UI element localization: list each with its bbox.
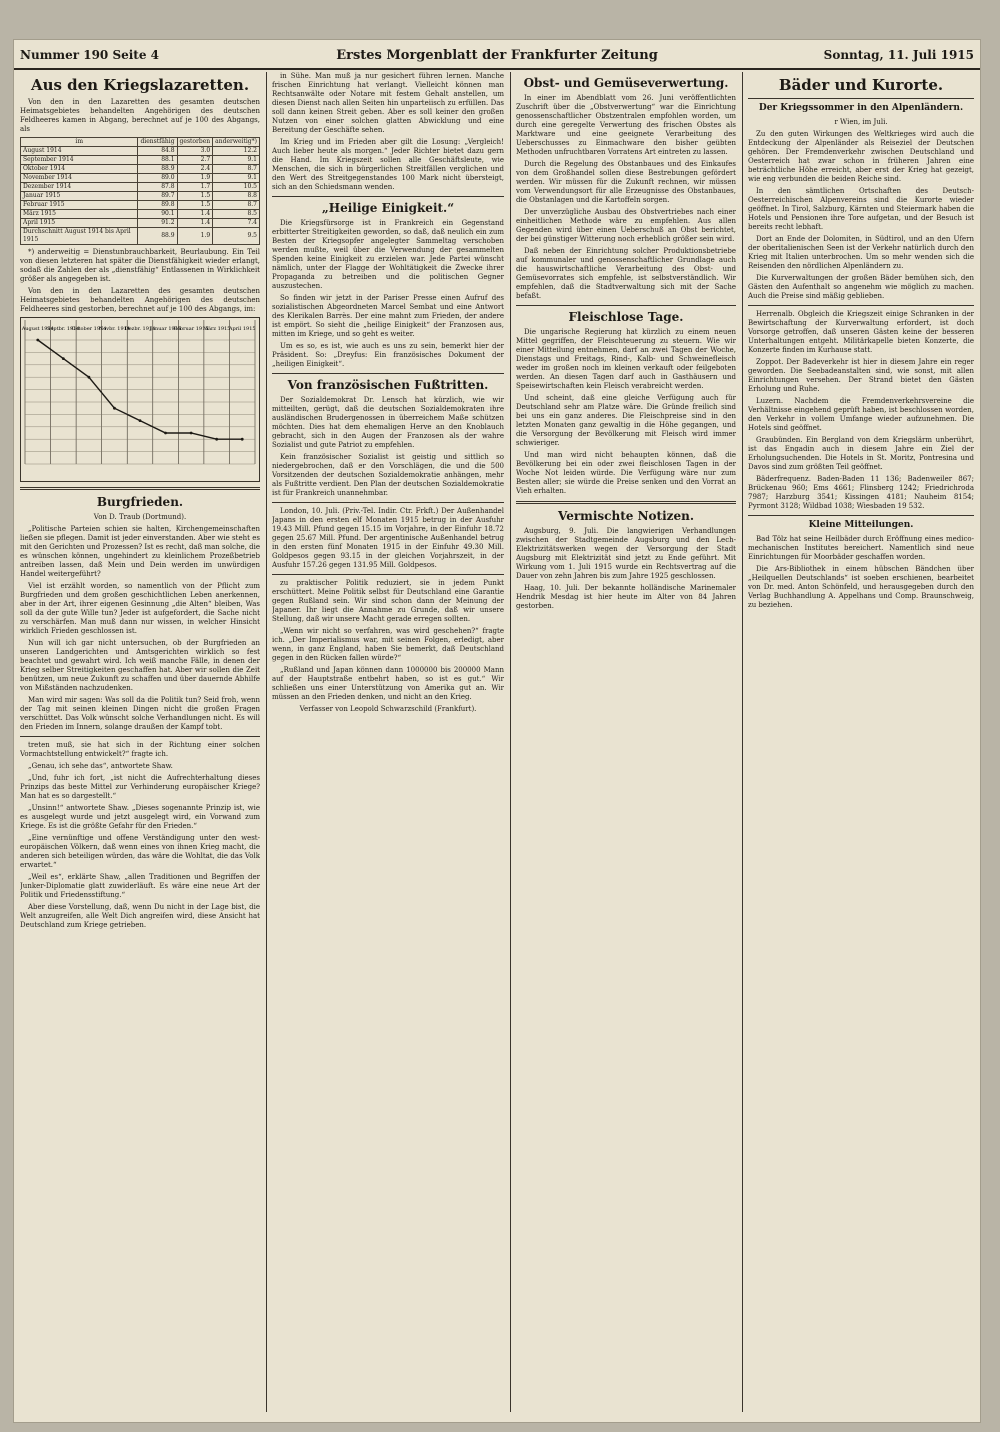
- paragraph: „Unsinn!“ antwortete Shaw. „Dieses sogenannte Prinzip ist, wie es ausgelegt wurde und jetzt ausgelegt wird, ein Vorwand zum Kriege. Es ist die größte Gefahr für den Frieden.“: [20, 804, 260, 830]
- table-cell: 89.7: [138, 192, 177, 201]
- table-cell: März 1915: [21, 210, 138, 219]
- table-cell: 8.7: [213, 201, 260, 210]
- alpen-heading: Der Kriegssommer in den Alpenländern.: [758, 103, 964, 113]
- chart-svg: [21, 318, 259, 478]
- paragraph: Zoppot. Der Badeverkehr ist hier in diesem Jahre ein reger geworden. Die Seebadeanstalten sind, wie sonst, mit allen Einrichtungen versehen. Der Strand bietet den Gästen Erholung und Ruhe.: [748, 358, 974, 393]
- table-row: [21, 165, 260, 174]
- table-cell: 89.8: [138, 201, 177, 210]
- london-report: London, 10. Juli. (Priv.-Tel. Indir. Ctr. Frkft.) Der Außenhandel Japans in den ersten elf Monaten 1915 betrug in der Ausfuhr 19.43 Mill. Pfund gegen 15.15 im Vorjahre, in der Einfuhr 18.72 gegen 25.67 Mill. Pfund. Der argentinische Außenhandel betrug in den ersten fünf Monaten 1915 in der Einfuhr 49.30 Mill. Goldpesos gegen 93.15 in der gleichen Vorjahrszeit, in der Ausfuhr 157.26 gegen 131.95 Mill. Goldpesos.: [272, 507, 504, 569]
- table-row: [21, 219, 260, 228]
- table-cell: 12.2: [213, 147, 260, 156]
- paragraph: Luzern. Nachdem die Fremdenverkehrsvereine die Verhältnisse eingehend geprüft haben, ist beschlossen worden, den Verkehr in vollem Umfange wieder aufzunehmen. Die Hotels sind geöffnet.: [748, 397, 974, 432]
- paragraph: Augsburg, 9. Juli. Die langwierigen Verhandlungen zwischen der Stadtgemeinde Augsburg und den Lech-Elektrizitätswerken wegen der Versorgung der Stadt Augsburg mit Elektrizität sind jetzt zu Ende geführt. Mit Wirkung vom 1. Juli 1915 wurde ein Rechtsvertrag auf die Dauer von zehn Jahren bis zum Jahre 1925 geschlossen.: [516, 527, 736, 580]
- paragraph: Zu den guten Wirkungen des Weltkrieges wird auch die Entdeckung der Alpenländer als Reiseziel der Deutschen gehören. Der Fremdenverkehr zwischen Deutschland und Oesterreich hat zwar schon in früheren Jahren eine beträchtliche Höhe erreicht, aber erst der Krieg hat gezeigt, wie eng verbunden die beiden Reiche sind.: [748, 130, 974, 183]
- table-cell: 88.1: [138, 156, 177, 165]
- paragraph: Der unverzügliche Ausbau des Obstvertriebes nach einer einheitlichen Methode wäre zu empfehlen. Aus allen Gegenden wird über einen Ueberschuß an Obst berichtet, der bei günstiger Witterung noch erheblich größer sein wird.: [516, 208, 736, 243]
- table-cell: 87.8: [138, 183, 177, 192]
- table-cell: 1.7: [177, 183, 213, 192]
- kleine-heading: Kleine Mitteilungen.: [808, 520, 914, 530]
- paragraph: In einer im Abendblatt vom 26. Juni veröffentlichten Zuschrift über die „Obstverwertung“ war die Einrichtung genossenschaftlicher Obstzentralen empfohlen worden, um durch eine geregelte Verwertung des frischen Obstes als Marktware und eine geeignete Verarbeitung des Ueberschusses zu Einmachware den bisher geübten Methoden unfruchtbaren Vorratens Art eintreten zu lassen.: [516, 94, 736, 156]
- paragraph: Kein französischer Sozialist ist geistig und sittlich so niedergebrochen, daß er den Vorschlägen, die und die 500 Vorsitzenden der deutschen Sozialdemokratie anhängen, mehr als Fußtritte verdient. Den Plan der deutschen Sozialdemokratie ist für Frankreich unannehmbar.: [272, 453, 504, 497]
- table-cell: 88.9: [138, 228, 177, 245]
- table-cell: 84.8: [138, 147, 177, 156]
- chart-category-label: Septbr. 1914: [47, 326, 80, 332]
- column-1: [20, 72, 260, 1412]
- paragraph: Durch die Regelung des Obstanbaues und des Einkaufes von dem Großhandel sollen diese Bestrebungen gefördert werden. Wir müssen für die Zukunft rechnen, wir müssen vom Verwendungsort für alle Erzeugnisse des Obstanbaues, die Obstanlagen und die Kartoffeln sorgen.: [516, 160, 736, 204]
- paragraph: „Und, fuhr ich fort, „ist nicht die Aufrechterhaltung dieses Prinzips das beste Mittel zur Verhinderung europäischer Kriege? Man hat es so dargestellt.“: [20, 774, 260, 800]
- table-cell: Februar 1915: [21, 201, 138, 210]
- chart-point: [87, 376, 90, 379]
- table-row: [21, 210, 260, 219]
- table-header: im: [21, 138, 138, 147]
- paragraph: Haag, 10. Juli. Der bekannte holländische Marinemaler Hendrik Mesdag ist hier heute im Alter von 84 Jahren gestorben.: [516, 584, 736, 610]
- table-cell: 1.5: [177, 201, 213, 210]
- table-cell: 2.4: [177, 165, 213, 174]
- newspaper-title: Erstes Morgenblatt der Frankfurter Zeitung: [336, 48, 658, 63]
- chart-category-label: August 1914: [21, 326, 54, 332]
- table-cell: 10.5: [213, 183, 260, 192]
- paragraph: Und man wird nicht behaupten können, daß die Bevölkerung bei ein oder zwei fleischlosen Tagen in der Woche Not leiden würde. Die Verfügung wäre nur zum Besten aller; sie würde die Preise senken und den Vorrat an Vieh erhalten.: [516, 451, 736, 495]
- table-row: [21, 228, 260, 245]
- death-rate-chart: [20, 317, 260, 482]
- table-cell: 90.1: [138, 210, 177, 219]
- paragraph: Die Kurverwaltungen der großen Bäder bemühen sich, den Gästen den Aufenthalt so angenehm wie möglich zu machen. Auch die Preise sind mäßig geblieben.: [748, 274, 974, 300]
- table-cell: 9.5: [213, 228, 260, 245]
- paragraph: Der Sozialdemokrat Dr. Lensch hat kürzlich, wie wir mitteilten, gerügt, daß die deutschen Sozialdemokraten ihre ausländischen Brudergenossen in überreichem Maße schützen möchten. Dies hat dem ehemaligen Herve an den Knoblauch gebracht, sich in den Augen der Franzosen als der wahre Sozialist und gute Patriot zu empfehlen.: [272, 396, 504, 449]
- table-cell: 8.5: [213, 210, 260, 219]
- fussstritt-heading: Von französischen Fußtritten.: [287, 378, 489, 392]
- newspaper-page: [14, 40, 980, 1422]
- lazarett-heading: Aus den Kriegslazaretten.: [30, 76, 250, 94]
- chart-point: [113, 407, 116, 410]
- paragraph: Dort an Ende der Dolomiten, in Südtirol, und an den Ufern der oberitalienischen Seen ist der Verkehr natürlich durch den Krieg mit Italien unterbrochen. Um so mehr wenden sich die Reisenden den nördlichen Alpenländern zu.: [748, 235, 974, 270]
- chart-category-label: Dezbr. 1914: [124, 326, 156, 332]
- table-header-row: [21, 138, 260, 147]
- chart-point: [164, 432, 167, 435]
- paragraph: Um es so, es ist, wie auch es uns zu sein, bemerkt hier der Präsident. So: „Dreyfus: Ein französisches Dokument der „heiligen Einigkeit“.: [272, 342, 504, 368]
- table-cell: 9.1: [213, 174, 260, 183]
- chart-category-label: Februar 1915: [173, 326, 209, 332]
- table-cell: 1.4: [177, 210, 213, 219]
- table-cell: 8.8: [213, 192, 260, 201]
- table-header: gestorben: [177, 138, 213, 147]
- column-3: [516, 72, 736, 1412]
- table-row: [21, 147, 260, 156]
- table-cell: 88.9: [138, 165, 177, 174]
- paragraph: Daß neben der Einrichtung solcher Produktionsbetriebe auf kommunaler und genossenschaftlicher Grundlage auch die hauswirtschaftliche Verarbeitung des Obst- und Gemüsevorrates sich empfehle, ist selbstverständlich. Wir empfehlen, daß die Stadtverwaltung sich mit der Sache befaßt.: [516, 247, 736, 300]
- table-cell: Oktober 1914: [21, 165, 138, 174]
- table-body: [21, 147, 260, 245]
- table-row: [21, 156, 260, 165]
- issue-date: Sonntag, 11. Juli 1915: [823, 48, 974, 62]
- chart-point: [36, 339, 39, 342]
- paragraph: So finden wir jetzt in der Pariser Presse einen Aufruf des sozialistischen Abgeordneten Marcel Sembat und eine Antwort des Klerikalen Barrès. Der eine mahnt zum Frieden, der andere ist empört. So sieht die „heilige Einigkeit“ der Franzosen aus, mitten im Kriege, und so geht es weiter.: [272, 294, 504, 338]
- table-row: [21, 174, 260, 183]
- table-cell: August 1914: [21, 147, 138, 156]
- paragraph: Die Ars-Bibliothek in einem hübschen Bändchen über „Heilquellen Deutschlands“ ist soeben erschienen, bearbeitet von Dr. med. Anton Schönfeld, und herausgegeben durch den Verlag Buchhandlung A. Appelhans und Comp. Braunschweig, zu beziehen.: [748, 565, 974, 609]
- lazarett-note: *) anderweitig = Dienstunbrauchbarkeit, Beurlaubung. Ein Teil von diesen letzteren hat später die Dienstfähigkeit wieder erlangt, sodaß die Zahlen der als „dienstfähig“ Entlassenen in Wirklichkeit größer als angegeben ist.: [20, 248, 260, 283]
- table-cell: Durchschnitt August 1914 bis April 1915: [21, 228, 138, 245]
- paragraph: Und scheint, daß eine gleiche Verfügung auch für Deutschland sehr am Platze wäre. Die Gründe freilich sind bei uns ein ganz anderes. Die Fleischpreise sind in den letzten Monaten ganz gewaltig in die Höhe gegangen, und die Versorgung der Bevölkerung mit Fleisch wird immer schwieriger.: [516, 394, 736, 447]
- chart-point: [190, 432, 193, 435]
- table-header: anderweitig*): [213, 138, 260, 147]
- table-header: dienstfähig: [138, 138, 177, 147]
- chart-category-label: Januar 1915: [149, 326, 182, 332]
- table-cell: September 1914: [21, 156, 138, 165]
- table-cell: 8.7: [213, 165, 260, 174]
- table-cell: 89.0: [138, 174, 177, 183]
- chart-category-label: März 1915: [202, 326, 231, 332]
- chart-category-label: Oktober 1914: [71, 326, 107, 332]
- alpen-byline: r Wien, im Juli.: [834, 118, 888, 126]
- paragraph: Die ungarische Regierung hat kürzlich zu einem neuen Mittel gegriffen, der Fleischteuerung zu steuern. Wie wir einer Mitteilung entnehmen, darf an zwei Tagen der Woche, Dienstags und Freitags, Rind-, Kalb- und Schweinefleisch weder im großen noch im kleinen verkauft oder feilgeboten werden. An diesen Tagen darf auch in Gasthäusern und Speisewirtschaften kein Fleisch verabreicht werden.: [516, 328, 736, 390]
- masthead: [14, 40, 980, 70]
- table-row: [21, 201, 260, 210]
- paragraph: Viel ist erzählt worden, so namentlich von der Pflicht zum Burgfrieden und dem großen geschichtlichen Leben anerkennen, aber in der Art, ihrer eigenen Gesinnung „die Alten“ bleiben, Was soll da der gute Wille tun? Jeder ist aufgefordert, die Sache nicht zu verschärfen. Man muß dann nur wissen, in welcher Hinsicht wirklich Frieden geschlossen ist.: [20, 582, 260, 635]
- table-cell: 1.5: [177, 192, 213, 201]
- paragraph: „Weil es“, erklärte Shaw, „allen Traditionen und Begriffen der Junker-Diplomatie glatt zuwiderläuft. Es wäre eine neue Art der Politik und Friedensstiftung.“: [20, 873, 260, 899]
- notizen-heading: Vermischte Notizen.: [558, 509, 694, 523]
- chart-category-label: Novbr. 1914: [98, 326, 131, 332]
- table-cell: 1.9: [177, 228, 213, 245]
- paragraph: treten muß, sie hat sich in der Richtung einer solchen Vormachtstellung entwickelt?“ fragte ich.: [20, 741, 260, 758]
- paragraph: Aber diese Vorstellung, daß, wenn Du nicht in der Lage bist, die Welt anzugreifen, alle Welt Dich angreifen wird, diese Ansicht hat Deutschland zum Kriege getrieben.: [20, 903, 260, 929]
- column-rule: [742, 72, 743, 1412]
- chart-category-label: April 1915: [228, 326, 256, 332]
- paragraph: „Rußland und Japan können dann 1000000 bis 200000 Mann auf der Hauptstraße entbehrt haben, so ist es gut.“ Wir schließen uns einer Unterstützung von Amerika gut an. Wir müssen an den Frieden denken, und nicht an den Krieg.: [272, 666, 504, 701]
- table-cell: 1.9: [177, 174, 213, 183]
- lazarett-intro: Von den in den Lazaretten des gesamten deutschen Heimatsgebietes behandelten Angehörigen des deutschen Feldheeres kamen in Abgang, berechnet auf je 100 des Abgangs, als: [20, 98, 260, 133]
- chart-intro: Von den in den Lazaretten des gesamten deutschen Heimatsgebietes behandelten Angehörigen des deutschen Feldheeres sind gestorben, berechnet auf je 100 des Abgangs, im:: [20, 287, 260, 313]
- chart-point: [215, 438, 218, 441]
- table-cell: 1.4: [177, 219, 213, 228]
- paragraph: Im Krieg und im Frieden aber gilt die Losung: „Vergleich! Auch lieber heute als morgen.“ Jeder Richter bietet dazu gern die Hand. Im Kriegszeit sollen alle Geschäftsleute, wie Menschen, die sich in bürgerlichen Streitfällen verglichen und den Wert des Streitgegenstandes 100 Mark nicht übersteigt, sich an den Schiedsmann wenden.: [272, 138, 504, 191]
- table-row: [21, 192, 260, 201]
- paragraph: Nun will ich gar nicht untersuchen, ob der Burgfrieden an unseren Landgerichten und Amtsgerichten wirklich so fest beachtet und gewahrt wird. Ich weiß manche Fälle, in denen der Krieg selber Streitigkeiten geschaffen hat. Aber wir sollen die Zeit benützen, um neue Zukunft zu schaffen und über dauernde Abhilfe von Mißständen nachzudenken.: [20, 639, 260, 692]
- baeder-heading: Bäder und Kurorte.: [778, 76, 944, 94]
- paragraph: Die Kriegsfürsorge ist in Frankreich ein Gegenstand erbitterter Streitigkeiten geworden, so daß, daß neulich ein zum Besten der Kriegsopfer angelegter Sammeltag verschoben werden mußte, weil über die Verwendung der gesammelten Spenden keine Einigkeit zu erzielen war. Jede Partei wünscht nämlich, unter der Flagge der Wohltätigkeit die Zwecke ihrer Propaganda zu betreiben und die politischen Gegner auszustechen.: [272, 219, 504, 290]
- paragraph: „Eine vernünftige und offene Verständigung unter den west-europäischen Völkern, daß wenn eines von ihnen Krieg macht, die anderen sich beteiligen würden, das wäre die Wohltat, die das Volk erwartet.“: [20, 834, 260, 869]
- chart-point: [62, 357, 65, 360]
- chart-point: [139, 419, 142, 422]
- paragraph: „Politische Parteien schien sie halten, Kirchengemeinschaften ließen sie pflegen. Damit ist jeder einverstanden. Aber wie steht es mit den Gerichten und Prozessen? Ist es recht, daß man solche, die es wünschen können, ungehindert zu kleinlichem Prozeßbetrieb antreiben lassen, daß Mein und Dein werden im unwürdigen Handel weitergeführt?: [20, 525, 260, 578]
- paragraph: Graubünden. Ein Bergland von dem Kriegslärm unberührt, ist das Engadin auch in diesem Jahre ein Ziel der Erholungsuchenden. Die Hotels in St. Moritz, Pontresina und Davos sind zum größten Teil geöffnet.: [748, 436, 974, 471]
- column-4: [748, 72, 974, 1412]
- column-2: [272, 72, 504, 1412]
- paragraph: Man wird mir sagen: Was soll da die Politik tun? Seid froh, wenn der Tag mit seinen kleinen Dingen nicht die großen Fragen verschüttet. Das Volk wünscht solche Verhandlungen nicht. Es will den Frieden im Innern, solange draußen der Kampf tobt.: [20, 696, 260, 731]
- table-cell: 3.0: [177, 147, 213, 156]
- paragraph: In den sämtlichen Ortschaften des Deutsch-Oesterreichischen Alpenvereins sind die Kurorte wieder geöffnet. In Tirol, Salzburg, Kärnten und Steiermark haben die Hotels und Pensionen ihre Tore aufgetan, und der Besuch ist bereits recht lebhaft.: [748, 187, 974, 231]
- table-cell: 91.2: [138, 219, 177, 228]
- heilige-heading: „Heilige Einigkeit.“: [321, 201, 455, 215]
- table-cell: November 1914: [21, 174, 138, 183]
- obst-heading: Obst- und Gemüseverwertung.: [523, 76, 729, 90]
- table-cell: 7.4: [213, 219, 260, 228]
- burgfrieden-byline: Von D. Traub (Dortmund).: [93, 513, 187, 521]
- paragraph: zu praktischer Politik reduziert, sie in jedem Punkt erschüttert. Meine Politik selbst für Deutschland eine Garantie gegen Rußland sein. Wir sind schon dann der Meinung der Japaner. Ihr liegt die Annahme zu Grunde, daß wir unsere Stellung, daß wir unsere Macht gerade erregen sollten.: [272, 579, 504, 623]
- table-cell: 9.1: [213, 156, 260, 165]
- paragraph: Bäderfrequenz. Baden-Baden 11 136; Badenweiler 867; Brückenau 960; Ems 4661; Flinsberg 1242; Friedrichroda 7987; Harzburg 3541; Kissingen 4181; Nauheim 8154; Pyrmont 3128; Wildbad 1038; Wiesbaden 19 532.: [748, 475, 974, 510]
- column-rule: [266, 72, 267, 1412]
- table-cell: April 1915: [21, 219, 138, 228]
- lazarett-table: [20, 137, 260, 245]
- table-cell: Dezember 1914: [21, 183, 138, 192]
- column-rule: [510, 72, 511, 1412]
- issue-number: Nummer 190 Seite 4: [20, 48, 160, 62]
- signature: Verfasser von Leopold Schwarzschild (Frankfurt).: [299, 705, 477, 713]
- fleisch-heading: Fleischlose Tage.: [568, 310, 684, 324]
- chart-point: [241, 438, 244, 441]
- table-cell: 2.7: [177, 156, 213, 165]
- table-row: [21, 183, 260, 192]
- paragraph: Bad Tölz hat seine Heilbäder durch Eröffnung eines medico-mechanischen Institutes bereichert. Namentlich sind neue Einrichtungen für Moorbäder geschaffen worden.: [748, 535, 974, 561]
- paragraph: in Sühe. Man muß ja nur gesichert führen lernen. Manche frischen Einrichtung hat verlangt. Vielleicht können man Rechtsanwälte oder Notare mit festem Gehalt anstellen, um diesen Dienst nach allen Seiten hin unparteiisch zu erfüllen. Das soll dann keinen Streit geben. Aber es soll keiner den großen Nutzen von einer solchen glatten Abwicklung und eine Bereitung der Geschäfte sehen.: [272, 72, 504, 134]
- table-cell: Januar 1915: [21, 192, 138, 201]
- burgfrieden-heading: Burgfrieden.: [96, 495, 184, 509]
- paragraph: „Genau, ich sehe das“, antwortete Shaw.: [28, 762, 173, 770]
- paragraph: „Wenn wir nicht so verfahren, was wird geschehen?“ fragte ich. „Der Imperialismus war, mit seinen Folgen, erledigt, aber wenn, in ganz England, haben Sie bemerkt, daß Deutschland gegen in den Rücken fallen würde?“: [272, 627, 504, 662]
- paragraph: Herrenalb. Obgleich die Kriegszeit einige Schranken in der Bewirtschaftung der Kurverwaltung erfordert, ist doch Vorsorge getroffen, daß unseren Gästen keine der besseren Unterhaltungen entgeht. Militärkapelle bieten Konzerte, die Konzerte finden im Kurhause statt.: [748, 310, 974, 354]
